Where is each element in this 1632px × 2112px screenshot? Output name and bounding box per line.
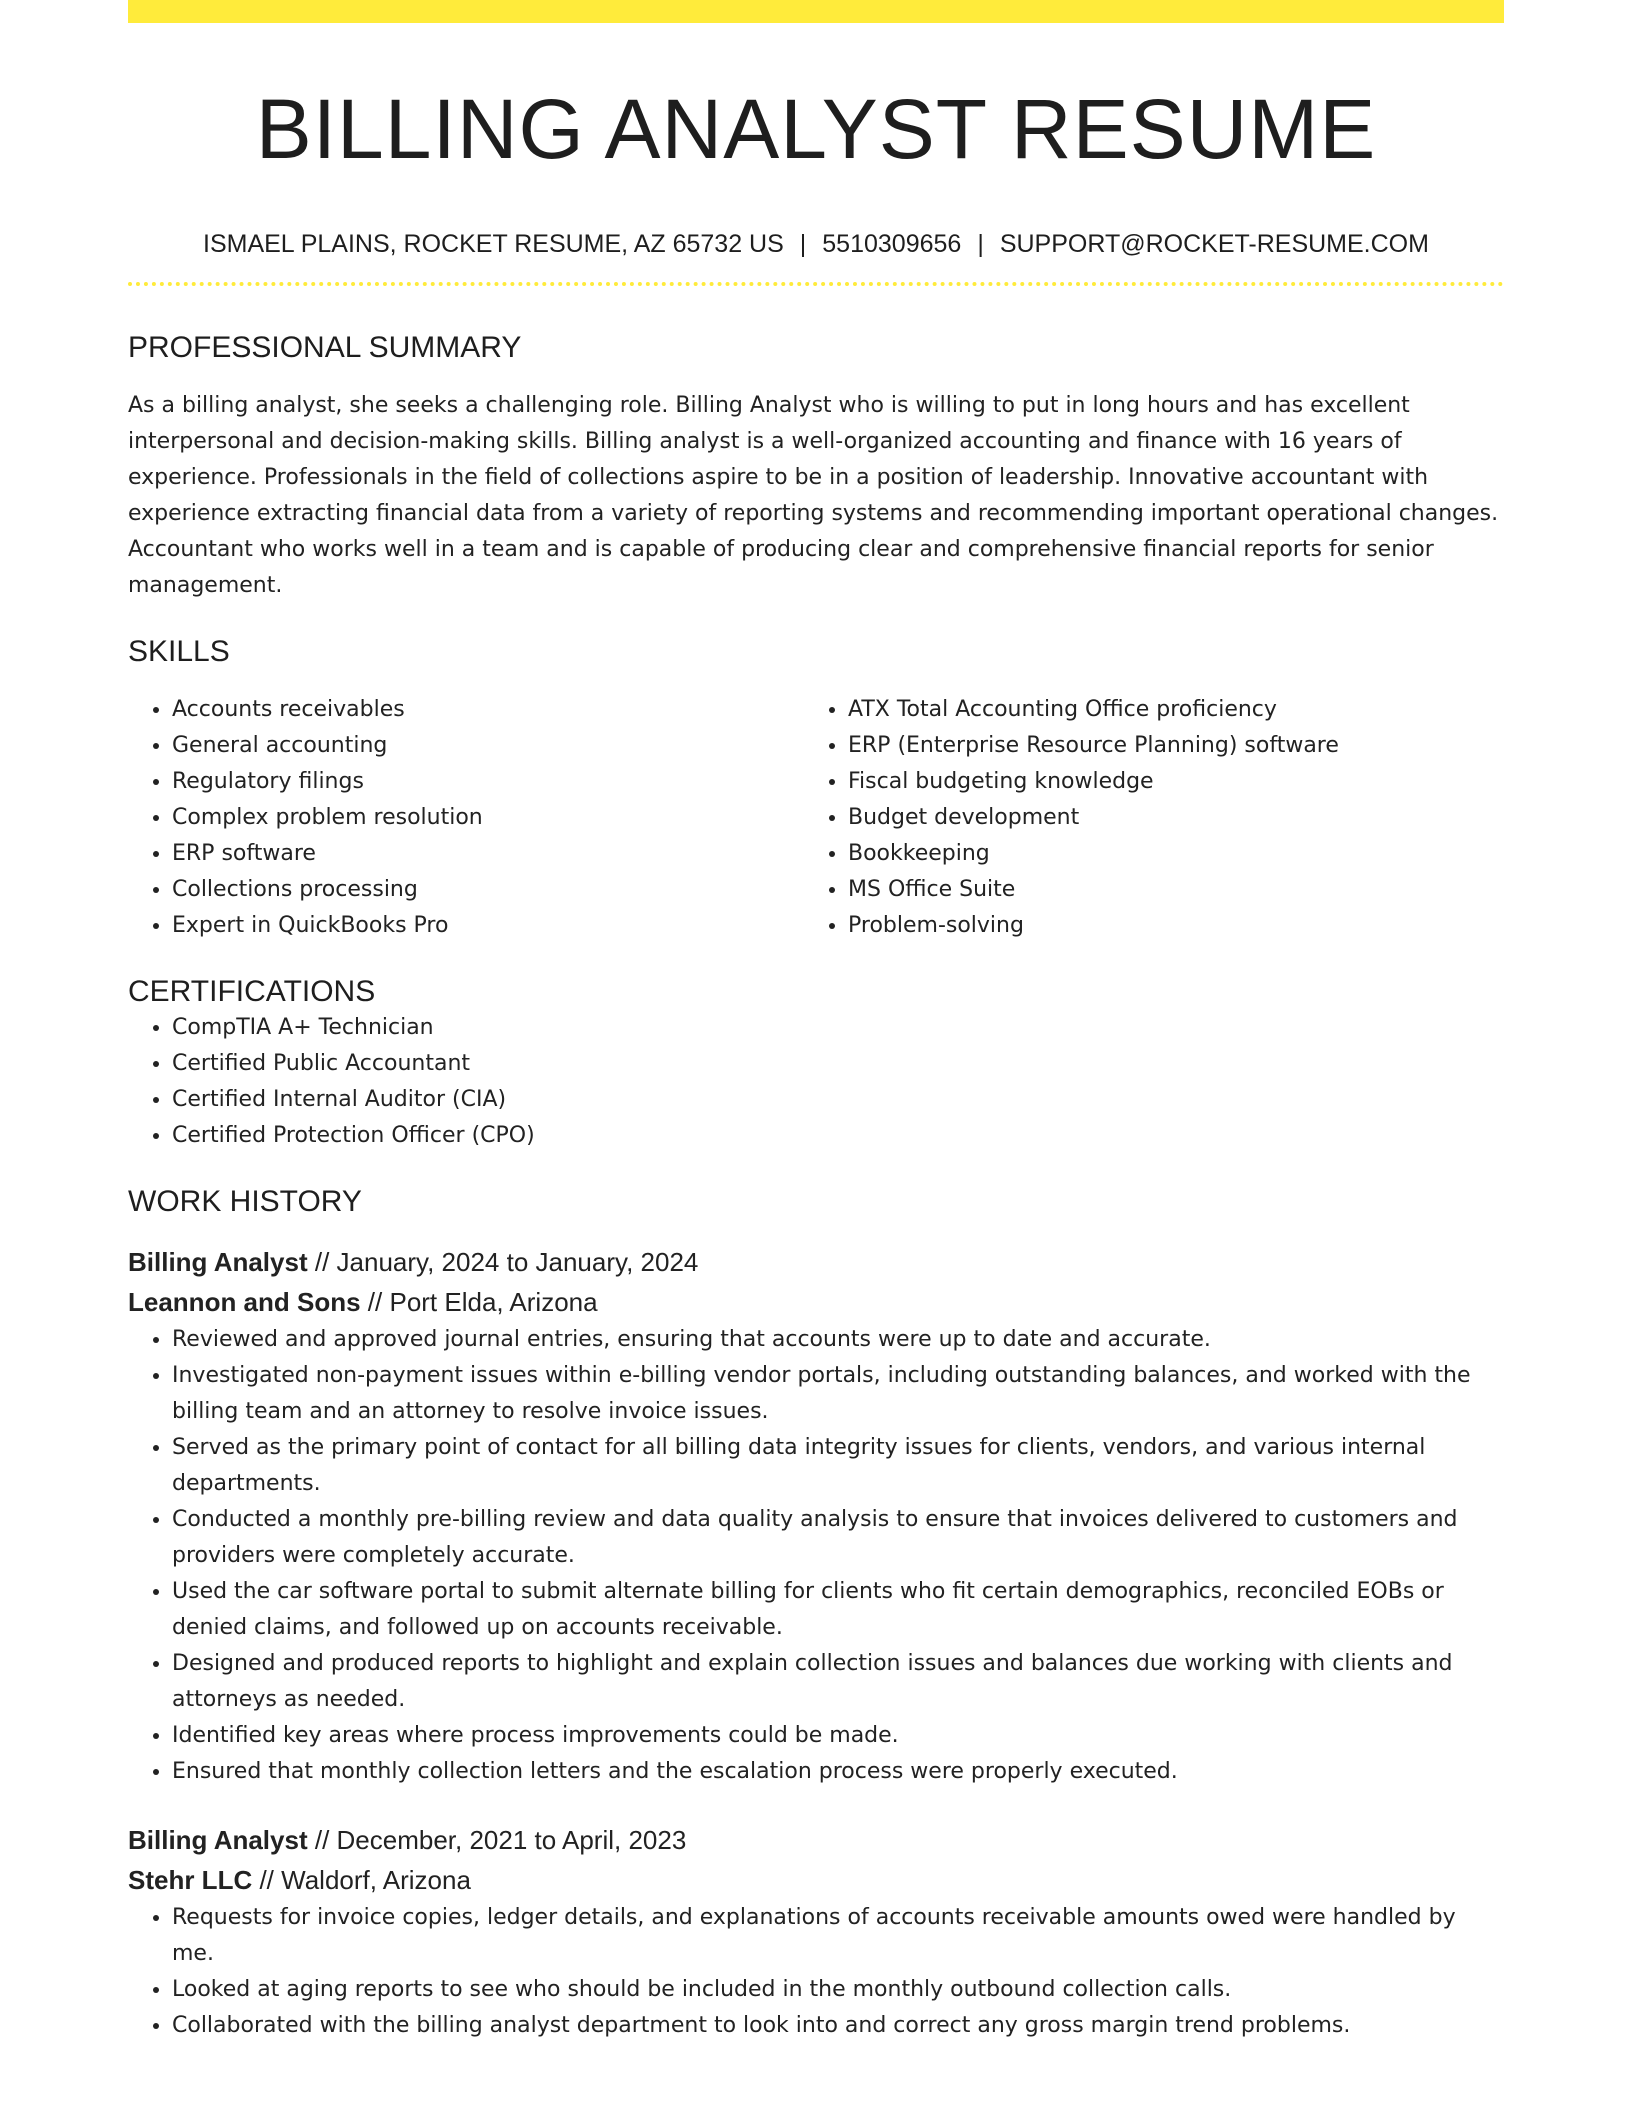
- certification-item: • CompTIA A+ Technician: [172, 1010, 1504, 1046]
- job-dates: // December, 2021 to April, 2023: [307, 1825, 687, 1855]
- job-duty: • Looked at aging reports to see who should be included in the monthly outbound collection calls.: [172, 1972, 1504, 2008]
- certifications-list: [128, 1010, 1504, 1154]
- contact-address: ISMAEL PLAINS, ROCKET RESUME, AZ 65732 US: [203, 230, 784, 258]
- job-title: Billing Analyst: [128, 1247, 308, 1277]
- skill-item: • Bookkeeping: [848, 836, 1480, 872]
- job-duties-list: [128, 1900, 1504, 2044]
- skill-item: • Problem-solving: [848, 908, 1480, 944]
- job-duty: • Reviewed and approved journal entries, ensuring that accounts were up to date and accurate.: [172, 1322, 1504, 1358]
- job-entry: [128, 1242, 1504, 1790]
- contact-phone: 5510309656: [822, 230, 962, 258]
- skills-right-list: [804, 692, 1480, 944]
- job-company: Leannon and Sons: [128, 1287, 361, 1317]
- job-duties-list: [128, 1322, 1504, 1790]
- contact-separator: |: [977, 230, 984, 258]
- skill-item: • Budget development: [848, 800, 1480, 836]
- work-history-heading: WORK HISTORY: [128, 1185, 362, 1218]
- summary-heading: PROFESSIONAL SUMMARY: [128, 331, 522, 364]
- skill-item: • Regulatory filings: [172, 764, 804, 800]
- skills-heading: SKILLS: [128, 635, 230, 668]
- skill-item: • ERP software: [172, 836, 804, 872]
- job-duty: • Collaborated with the billing analyst department to look into and correct any gross margin trend problems.: [172, 2008, 1504, 2044]
- skill-item: • MS Office Suite: [848, 872, 1480, 908]
- job-company-line: [128, 1282, 1504, 1322]
- skills-columns: [128, 692, 1504, 944]
- skill-item: • Expert in QuickBooks Pro: [172, 908, 804, 944]
- contact-separator: |: [799, 230, 807, 258]
- certifications-heading: CERTIFICATIONS: [128, 975, 376, 1008]
- skill-item: • Fiscal budgeting knowledge: [848, 764, 1480, 800]
- certification-item: • Certified Protection Officer (CPO): [172, 1118, 1504, 1154]
- job-duty: • Used the car software portal to submit alternate billing for clients who fit certain demographics, reconciled EOBs or denied claims, and followed up on accounts receivable.: [172, 1574, 1504, 1646]
- summary-text: As a billing analyst, she seeks a challenging role. Billing Analyst who is willing to put in long hours and has excellent interpersonal and decision-making skills. Billing analyst is a well-organized accounting and finance with 16 years of experience. Professionals in the field of collections aspire to be in a position of leadership. Innovative accountant with experience extracting financial data from a variety of reporting systems and recommending important operational changes. Accountant who works well in a team and is capable of producing clear and comprehensive financial reports for senior management.: [128, 393, 1499, 598]
- skill-item: • ATX Total Accounting Office proficiency: [848, 692, 1480, 728]
- job-duty: • Served as the primary point of contact for all billing data integrity issues for clients, vendors, and various internal departments.: [172, 1430, 1504, 1502]
- dotted-divider: [128, 282, 1504, 286]
- skill-item: • Complex problem resolution: [172, 800, 804, 836]
- skills-left-list: [128, 692, 804, 944]
- skill-item: • ERP (Enterprise Resource Planning) software: [848, 728, 1480, 764]
- skill-item: • Accounts receivables: [172, 692, 804, 728]
- skill-item: • Collections processing: [172, 872, 804, 908]
- resume-title: BILLING ANALYST RESUME: [255, 82, 1377, 176]
- job-title-line: [128, 1242, 1504, 1282]
- certification-item: • Certified Internal Auditor (CIA): [172, 1082, 1504, 1118]
- job-entry: [128, 1820, 1504, 2044]
- job-duty: • Ensured that monthly collection letters and the escalation process were properly executed.: [172, 1754, 1504, 1790]
- certification-item: • Certified Public Accountant: [172, 1046, 1504, 1082]
- job-company-line: [128, 1860, 1504, 1900]
- job-duty: • Identified key areas where process improvements could be made.: [172, 1718, 1504, 1754]
- contact-email: SUPPORT@ROCKET-RESUME.COM: [999, 230, 1429, 258]
- job-title: Billing Analyst: [128, 1825, 308, 1855]
- contact-line: [128, 229, 1504, 259]
- job-company: Stehr LLC: [128, 1865, 253, 1895]
- accent-top-bar: [128, 0, 1504, 23]
- job-duty: • Designed and produced reports to highlight and explain collection issues and balances due working with clients and attorneys as needed.: [172, 1646, 1504, 1718]
- resume-page: [128, 0, 1504, 2044]
- job-title-line: [128, 1820, 1504, 1860]
- skill-item: • General accounting: [172, 728, 804, 764]
- job-duty: • Investigated non-payment issues within e-billing vendor portals, including outstanding balances, and worked with the billing team and an attorney to resolve invoice issues.: [172, 1358, 1504, 1430]
- job-location: // Port Elda, Arizona: [360, 1287, 598, 1317]
- job-duty: • Requests for invoice copies, ledger details, and explanations of accounts receivable amounts owed were handled by me.: [172, 1900, 1504, 1972]
- job-duty: • Conducted a monthly pre-billing review and data quality analysis to ensure that invoices delivered to customers and providers were completely accurate.: [172, 1502, 1504, 1574]
- job-location: // Waldorf, Arizona: [252, 1865, 471, 1895]
- job-dates: // January, 2024 to January, 2024: [307, 1247, 699, 1277]
